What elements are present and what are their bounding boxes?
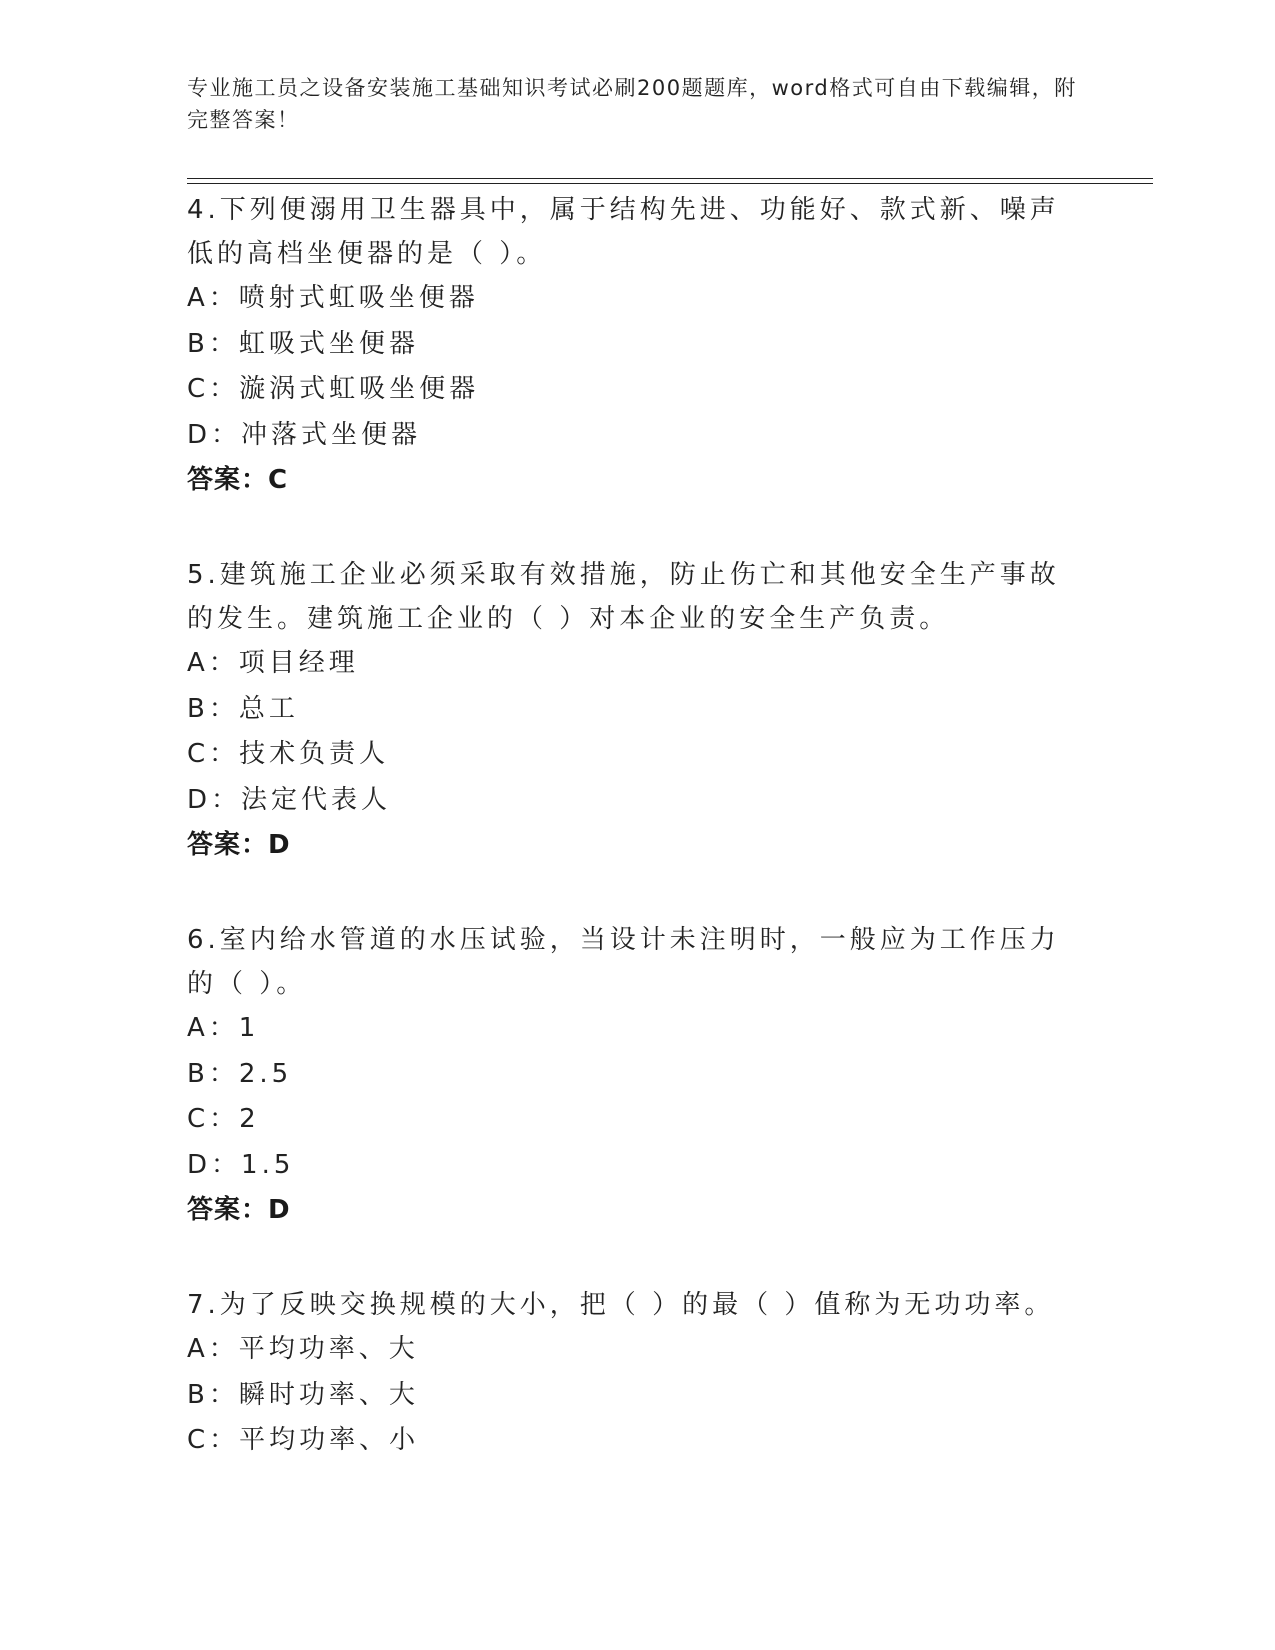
- option-b: B：虹吸式坐便器: [187, 328, 419, 359]
- header-divider-bottom: [187, 183, 1153, 184]
- answer-line: 答案：D: [187, 830, 291, 860]
- question-stem: 5.建筑施工企业必须采取有效措施，防止伤亡和其他安全生产事故的发生。建筑施工企业的（ ）对本企业的安全生产负责。: [187, 560, 1060, 634]
- answer-line: 答案：D: [187, 1195, 291, 1225]
- option-a: A：喷射式虹吸坐便器: [187, 283, 479, 313]
- option-c: C：技术负责人: [187, 739, 390, 769]
- option-a: A：1: [187, 1013, 260, 1043]
- answer-line: 答案：C: [187, 465, 289, 495]
- option-a: A：项目经理: [187, 648, 359, 678]
- question-stem: 4.下列便溺用卫生器具中，属于结构先进、功能好、款式新、噪声低的高档坐便器的是（ ）。: [187, 195, 1060, 269]
- option-d: D：1.5: [187, 1149, 295, 1180]
- option-c: C：漩涡式虹吸坐便器: [187, 374, 480, 404]
- question-stem: 7.为了反映交换规模的大小，把（ ）的最（ ）值称为无功功率。: [187, 1290, 1055, 1320]
- question-stem: 6.室内给水管道的水压试验，当设计未注明时，一般应为工作压力的（ ）。: [187, 925, 1060, 999]
- option-a: A：平均功率、大: [187, 1334, 419, 1364]
- question-block: [187, 918, 1067, 1234]
- header-divider-top: [187, 178, 1153, 179]
- option-c: C：平均功率、小: [187, 1425, 420, 1455]
- option-d: D：冲落式坐便器: [187, 419, 422, 450]
- question-block: [187, 1283, 1067, 1464]
- question-block: [187, 553, 1067, 869]
- document-header: 专业施工员之设备安装施工基础知识考试必刷200题题库，word格式可自由下载编辑，附完整答案！: [187, 76, 1077, 132]
- option-d: D：法定代表人: [187, 784, 392, 815]
- option-b: B：总工: [187, 693, 299, 724]
- option-c: C：2: [187, 1104, 260, 1134]
- option-b: B：2.5: [187, 1058, 293, 1089]
- question-block: [187, 188, 1067, 504]
- option-b: B：瞬时功率、大: [187, 1379, 419, 1410]
